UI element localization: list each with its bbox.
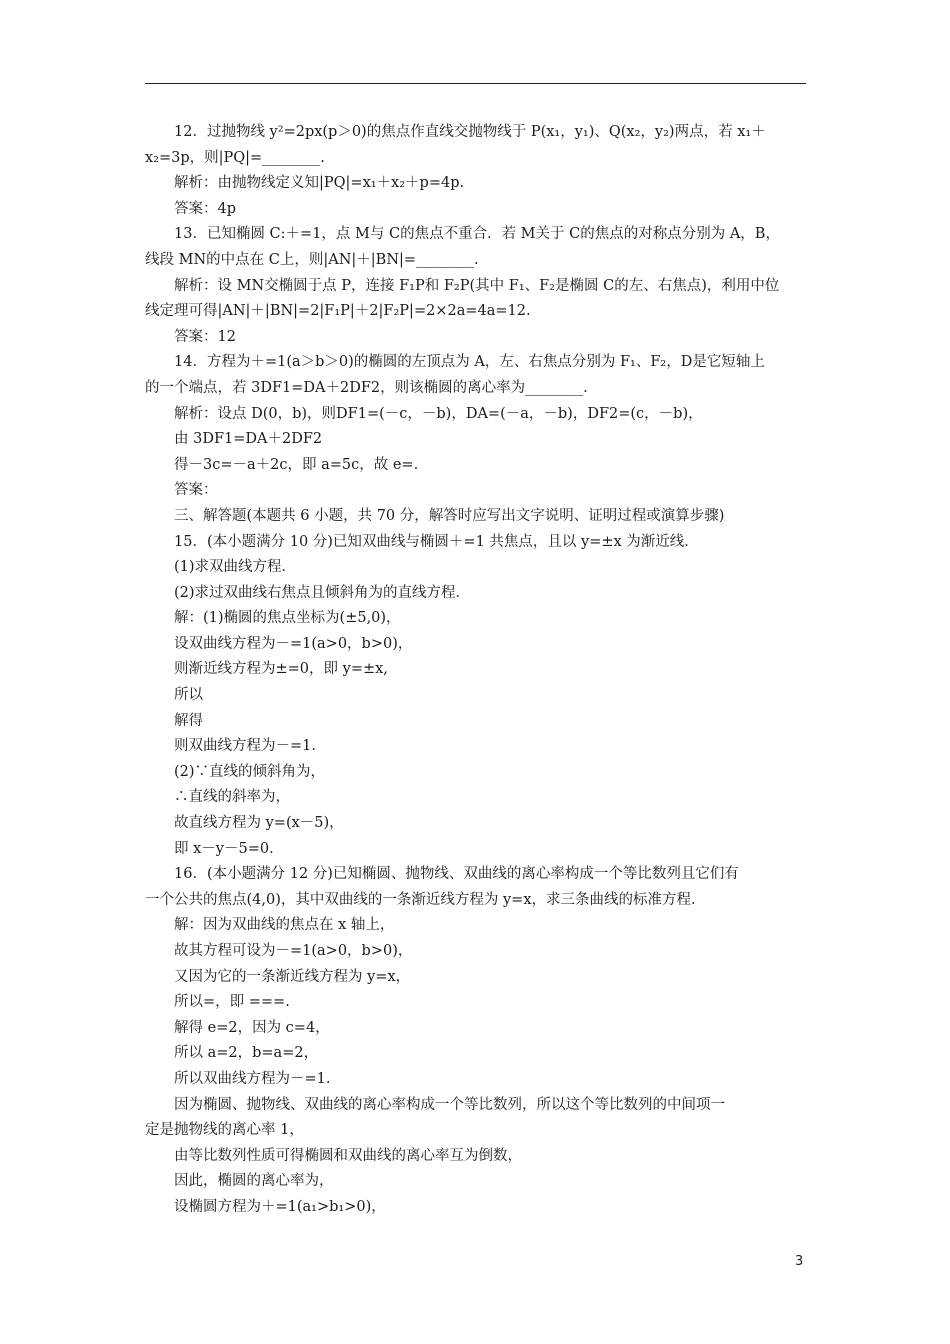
text-line: 所以 [174,687,203,704]
text-line: 线定理可得|AN|＋|BN|=2|F₁P|＋2|F₂P|=2×2a=4a=12. [145,303,531,320]
text-line: 答案：4p [174,200,237,217]
text-line: 则双曲线方程为－=1. [174,738,316,755]
text-line: (1)求双曲线方程． [174,559,297,576]
text-line: 得－3c=－a＋2c，即 a=5c，故 e=. [174,456,419,473]
text-line: 14．方程为＋=1(a＞b＞0)的椭圆的左顶点为 A，左、右焦点分别为 F₁、F₂，D是它短轴上 [174,354,765,371]
text-line: 由 3DF1=DA＋2DF2 [174,431,323,448]
text-line: 解：因为双曲线的焦点在 x 轴上， [174,917,395,934]
text-line: 的一个端点，若 3DF1=DA＋2DF2，则该椭圆的离心率为________. [145,379,588,396]
text-line: 则渐近线方程为±=0，即 y=±x, [174,661,388,678]
text-line: 答案：12 [174,328,236,345]
text-line: x₂=3p，则|PQ|=________. [145,149,325,166]
text-line: 解析：由抛物线定义知|PQ|=x₁＋x₂＋p=4p. [174,175,465,192]
text-line: 因为椭圆、抛物线、双曲线的离心率构成一个等比数列，所以这个等比数列的中间项一 [174,1096,725,1113]
text-line: 由等比数列性质可得椭圆和双曲线的离心率互为倒数， [174,1147,522,1164]
text-line: 答案： [174,482,218,499]
text-line: 解析：设 MN交椭圆于点 P，连接 F₁P和 F₂P(其中 F₁、F₂是椭圆 C的左、右焦点)，利用中位 [174,277,780,294]
text-line: 所以=，即 ===. [174,994,290,1011]
text-line: 13．已知椭圆 C:＋=1，点 M与 C的焦点不重合．若 M关于 C的焦点的对称点分别为 A，B， [174,226,780,243]
text-line: 所以双曲线方程为－=1. [174,1070,331,1087]
text-line: ∴直线的斜率为， [174,789,290,806]
text-line: 又因为它的一条渐近线方程为 y=x， [174,968,411,985]
text-line: 设双曲线方程为－=1(a>0，b>0)， [174,635,413,652]
page-number: 3 [795,1254,804,1269]
text-line: 15．(本小题满分 10 分)已知双曲线与椭圆＋=1 共焦点，且以 y=±x 为渐近线． [174,533,699,550]
text-line: 16．(本小题满分 12 分)已知椭圆、抛物线、双曲线的离心率构成一个等比数列且它们有 [174,866,739,883]
text-line: 解得 [174,712,203,729]
text-line: 解得 e=2，因为 c=4， [174,1019,330,1036]
text-line: 12．过抛物线 y²=2px(p＞0)的焦点作直线交抛物线于 P(x₁，y₁)、Q(x₂，y₂)两点，若 x₁＋ [174,124,766,140]
text-line: 解析：设点 D(0，b)，则DF1=(－c，－b)，DA=(－a，－b)，DF2=(c，－b)， [174,405,703,422]
text-line: 故直线方程为 y=(x－5)， [174,815,344,832]
text-line: 故其方程可设为－=1(a>0，b>0)， [174,943,413,959]
document-body [145,120,810,1221]
text-line: 线段 MN的中点在 C上，则|AN|＋|BN|=________. [145,251,479,268]
text-line: 因此，椭圆的离心率为， [174,1173,334,1190]
text-line: 解：(1)椭圆的焦点坐标为(±5,0)， [174,610,401,627]
text-line: (2)∵直线的倾斜角为， [174,763,326,780]
text-line: 定是抛物线的离心率 1， [145,1122,304,1139]
text-line: 三、解答题(本题共 6 小题，共 70 分，解答时应写出文字说明、证明过程或演算步骤) [174,507,725,524]
text-line: 即 x－y－5=0. [174,840,274,857]
text-line: 所以 a=2，b=a=2， [174,1045,319,1062]
text-line: 设椭圆方程为＋=1(a₁>b₁>0)， [174,1198,386,1215]
text-line: 一个公共的焦点(4,0)，其中双曲线的一条渐近线方程为 y=x，求三条曲线的标准方程． [145,891,706,908]
text-line: (2)求过双曲线右焦点且倾斜角为的直线方程． [174,584,471,601]
header-rule [145,83,806,84]
